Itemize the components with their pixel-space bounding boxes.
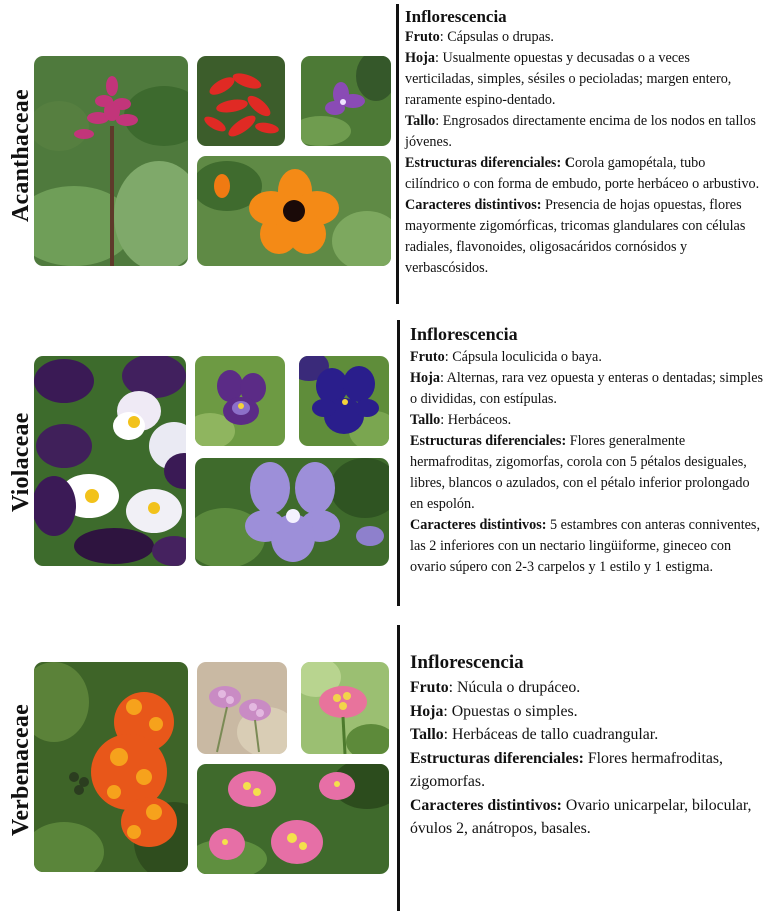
description-verbenaceae bbox=[410, 650, 765, 841]
field-label: Estructuras diferenciales: bbox=[410, 433, 567, 449]
photo-verbenaceae-pinkyellow bbox=[301, 662, 389, 754]
field-fruto: Fruto: Núcula o drupáceo. bbox=[410, 679, 581, 696]
photo-acanthaceae-main bbox=[34, 56, 188, 266]
divider-verbenaceae bbox=[397, 625, 400, 911]
description-heading: Inflorescencia bbox=[405, 7, 507, 26]
field-text: 5 estambres con anteras conniventes, las 2 inferiores con un nectario lingüiforme, gineceo con ovario súpero con 2-3 carpelos y 1 estilo y 1 estigma. bbox=[410, 517, 760, 575]
field-text: Ovario unicarpelar, bilocular, óvulos 2, anátropos, basales. bbox=[410, 796, 752, 837]
field-text: Flores hermafroditas, zigomorfas. bbox=[410, 749, 723, 790]
photo-violaceae-blue bbox=[299, 356, 389, 446]
field-text: Presencia de hojas opuestas, flores mayormente zigomórficas, tricomas glandulares con células radiales, flavonoides, oligosacáridos cornósidos y verbascósidos. bbox=[405, 197, 746, 276]
description-heading: Inflorescencia bbox=[410, 652, 524, 673]
family-label-verbenaceae: Verbenaceae bbox=[8, 704, 34, 836]
field-fruto: Fruto: Cápsulas o drupas. bbox=[405, 29, 554, 45]
photo-verbenaceae-clusters bbox=[197, 764, 389, 874]
field-text: orola gamopétala, tubo cilíndrico o con forma de embudo, porte herbáceo o arbustivo. bbox=[405, 155, 760, 192]
photo-verbenaceae-main bbox=[34, 662, 188, 872]
field-text: Flores generalmente hermafroditas, zigomorfas, corola con 5 pétalos desiguales, libres, blancos o azulados, con el pétalo inferior prolongado en espolón. bbox=[410, 433, 750, 512]
field-text: Cápsulas o drupas. bbox=[447, 29, 554, 45]
field-label: Caracteres distintivos: bbox=[410, 517, 547, 533]
photo-acanthaceae-purple bbox=[301, 56, 391, 146]
field-label: Tallo bbox=[410, 412, 441, 428]
field-label: Tallo bbox=[405, 113, 436, 129]
field-label: Estructuras diferenciales: bbox=[410, 749, 584, 767]
description-acanthaceae bbox=[405, 6, 760, 279]
field-hoja: Hoja: Usualmente opuestas y decusadas o a veces verticiladas, simples, sésiles o pecioladas; margen entero, raramente espino-dentado. bbox=[405, 50, 732, 108]
field-estructuras bbox=[410, 431, 765, 515]
field-label: Fruto bbox=[410, 349, 445, 365]
field-text: Herbáceas de tallo cuadrangular. bbox=[452, 726, 659, 743]
field-label: Estructuras diferenciales: C bbox=[405, 155, 575, 171]
field-label: Fruto bbox=[410, 679, 449, 696]
field-label: Caracteres distintivos: bbox=[405, 197, 542, 213]
field-text: Cápsula loculicida o baya. bbox=[452, 349, 602, 365]
field-caracteres bbox=[410, 794, 765, 841]
field-tallo: Tallo: Herbáceos. bbox=[410, 412, 512, 428]
field-text: Engrosados directamente encima de los nodos en tallos jóvenes. bbox=[405, 113, 756, 150]
field-text: Alternas, rara vez opuesta y enteras o dentadas; simples o divididas, con estípulas. bbox=[410, 370, 764, 407]
field-text: Herbáceos. bbox=[447, 412, 512, 428]
field-label: Tallo bbox=[410, 726, 444, 743]
field-tallo: Tallo: Herbáceas de tallo cuadrangular. bbox=[410, 726, 659, 743]
field-estructuras bbox=[405, 153, 760, 195]
photo-violaceae-purple bbox=[195, 356, 285, 446]
field-hoja: Hoja: Alternas, rara vez opuesta y enteras o dentadas; simples o divididas, con estípulas. bbox=[410, 370, 764, 407]
photo-verbenaceae-pale bbox=[197, 662, 287, 754]
field-estructuras bbox=[410, 747, 765, 794]
field-label: Hoja bbox=[410, 702, 444, 720]
field-hoja: Hoja: Opuestas o simples. bbox=[410, 702, 578, 720]
field-fruto: Fruto: Cápsula loculicida o baya. bbox=[410, 349, 602, 365]
photo-acanthaceae-red bbox=[197, 56, 285, 146]
field-label: Fruto bbox=[405, 29, 440, 45]
field-label: Caracteres distintivos: bbox=[410, 796, 562, 814]
photo-violaceae-main bbox=[34, 356, 186, 566]
field-text: Usualmente opuestas y decusadas o a veces verticiladas, simples, sésiles o pecioladas; margen entero, raramente espino-dentado. bbox=[405, 50, 732, 108]
divider-acanthaceae bbox=[396, 4, 399, 304]
family-label-acanthaceae: Acanthaceae bbox=[8, 89, 34, 222]
field-caracteres bbox=[405, 195, 760, 279]
field-text: Opuestas o simples. bbox=[451, 702, 578, 720]
description-heading: Inflorescencia bbox=[410, 324, 518, 344]
description-violaceae bbox=[410, 322, 765, 578]
field-label: Hoja bbox=[405, 50, 435, 66]
field-text: Núcula o drupáceo. bbox=[456, 679, 581, 696]
field-label: Hoja bbox=[410, 370, 440, 386]
field-caracteres bbox=[410, 515, 765, 578]
divider-violaceae bbox=[397, 320, 400, 606]
photo-violaceae-lilac bbox=[195, 458, 389, 566]
family-label-violaceae: Violaceae bbox=[8, 412, 34, 512]
photo-acanthaceae-orange bbox=[197, 156, 391, 266]
field-tallo: Tallo: Engrosados directamente encima de los nodos en tallos jóvenes. bbox=[405, 113, 756, 150]
